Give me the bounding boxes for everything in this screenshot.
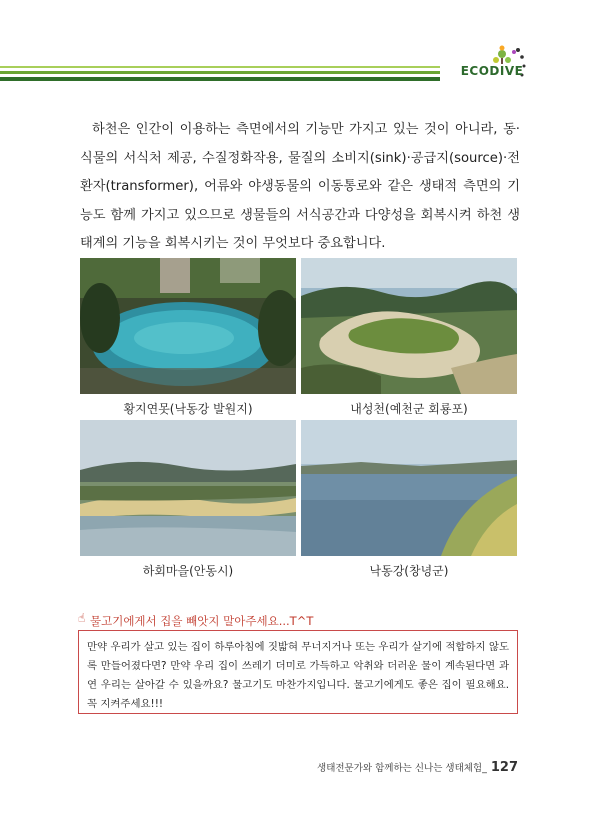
photo-caption: 내성천(예천군 회룡포) xyxy=(350,402,468,416)
paragraph-text: 하천은 인간이 이용하는 측면에서의 기능만 가지고 있는 것이 아니라, 동·식물의 서식처 제공, 수질정화작용, 물질의 소비지(sink)·공급지(source)·전환자(transformer), 어류와 야생동물의 이동통로와 같은 생태적 측면의 기능도 함께 가지고 있으므로 생물들의 서식공간과 다양성을 회복시켜 하천 생태계의 기능을 회복시키는 것이 무엇보다 중요합니다. xyxy=(80,122,520,251)
logo-text: ECODIVE xyxy=(460,64,524,78)
photo-caption: 황지연못(낙동강 발원지) xyxy=(123,402,253,416)
body-paragraph xyxy=(80,116,520,259)
ecodive-logo xyxy=(452,42,532,92)
photo-naeseongcheon xyxy=(301,258,517,394)
photo-caption: 낙동강(창녕군) xyxy=(369,564,449,578)
photo-hwangji-pond xyxy=(80,258,296,394)
hand-icon: ☝ xyxy=(78,611,86,625)
tip-title: 물고기에게서 집을 빼앗지 말아주세요...T^T xyxy=(90,614,314,628)
tip-text: 만약 우리가 살고 있는 집이 하루아침에 짓밟혀 무너지거나 또는 우리가 살기에 적합하지 않도록 만들어졌다면? 만약 우리 집이 쓰레기 더미로 가득하고 악취와 더러운 물이 계속된다면 과연 우리는 살아갈 수 있을까요? 물고기도 마찬가지입니다. 물고기에게도 좋은 집이 필요해요. 꼭 지켜주세요!!! xyxy=(87,641,509,710)
page-number: 127 xyxy=(490,760,518,775)
page-footer xyxy=(300,760,518,775)
header-stripes xyxy=(0,66,440,84)
photo-caption: 하회마을(안동시) xyxy=(142,564,234,578)
photo-nakdong-river xyxy=(301,420,517,556)
tip-box xyxy=(78,630,518,714)
book-title: 생태전문가와 함께하는 신나는 생태체험_ xyxy=(317,763,487,774)
photo-hahoe-village xyxy=(80,420,296,556)
